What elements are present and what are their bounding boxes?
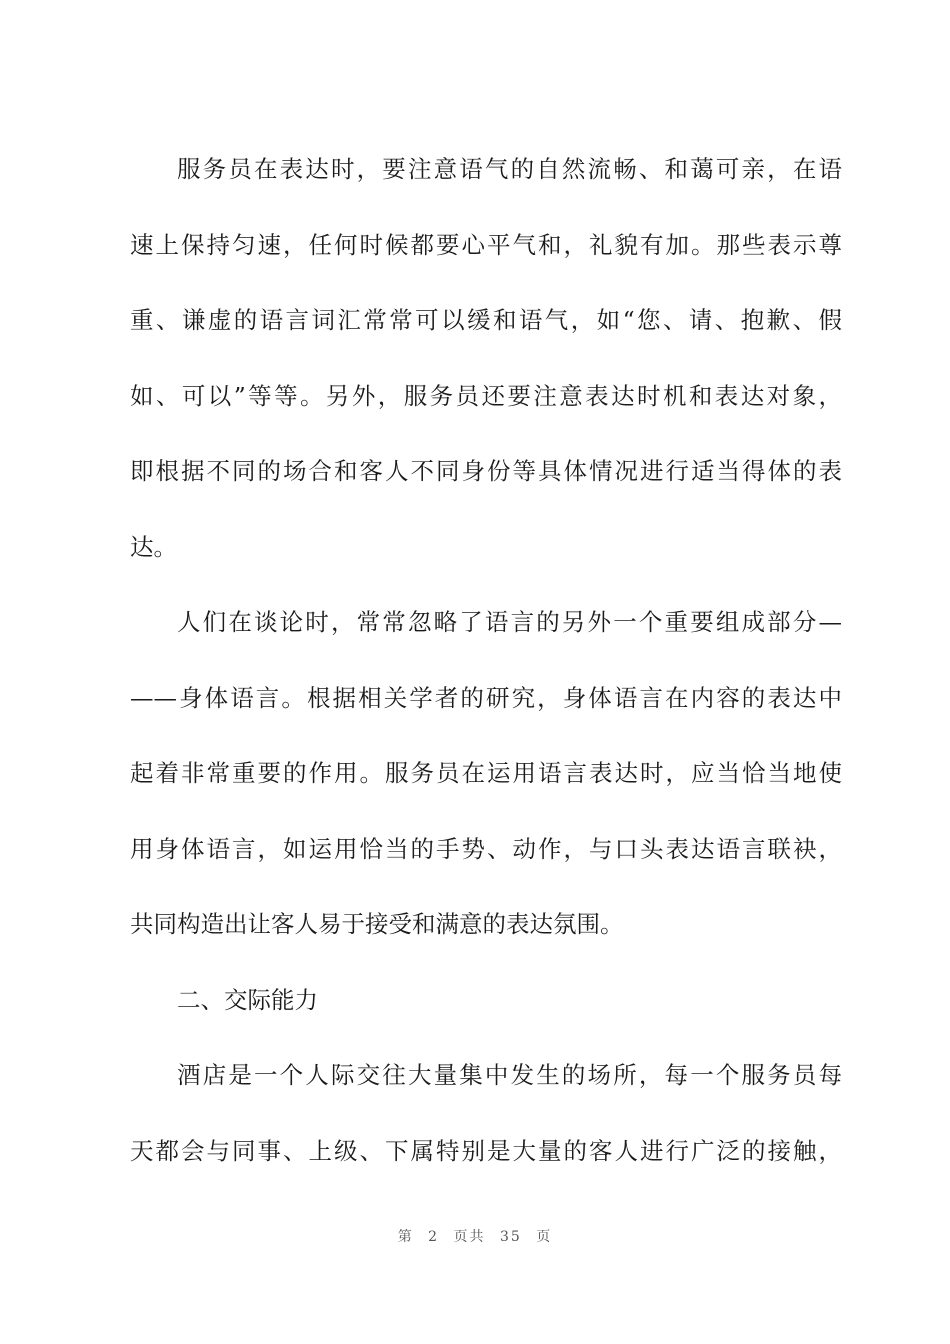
paragraph-line: 重、谦虚的语言词汇常常可以缓和语气，如“您、请、抱歉、假 — [130, 306, 842, 334]
paragraph-line: 起着非常重要的作用。服务员在运用语言表达时，应当恰当地使 — [130, 759, 842, 787]
paragraph-line: 如、可以”等等。另外，服务员还要注意表达时机和表达对象， — [130, 381, 842, 410]
section-heading: 二、交际能力 — [177, 985, 318, 1014]
paragraph-line: 即根据不同的场合和客人不同身份等具体情况进行适当得体的表 — [130, 457, 842, 485]
paragraph-line: 酒店是一个人际交往大量集中发生的场所，每一个服务员每 — [177, 1061, 842, 1089]
page-number-footer: 第 2 页共 35 页 — [397, 1229, 553, 1245]
paragraph-line: 达。 — [130, 532, 177, 561]
paragraph-line: 用身体语言，如运用恰当的手势、动作，与口头表达语言联袂， — [130, 834, 842, 863]
paragraph-line: 天都会与同事、上级、下属特别是大量的客人进行广泛的接触， — [130, 1136, 842, 1165]
paragraph-line: ——身体语言。根据相关学者的研究，身体语言在内容的表达中 — [130, 683, 842, 712]
paragraph-line: 人们在谈论时，常常忽略了语言的另外一个重要组成部分— — [177, 608, 842, 636]
paragraph-line: 服务员在表达时，要注意语气的自然流畅、和蔼可亲，在语 — [177, 155, 842, 183]
paragraph-line: 共同构造出让客人易于接受和满意的表达氛围。 — [130, 910, 624, 938]
paragraph-line: 速上保持匀速，任何时候都要心平气和，礼貌有加。那些表示尊 — [130, 230, 842, 259]
body-text — [130, 146, 842, 1203]
